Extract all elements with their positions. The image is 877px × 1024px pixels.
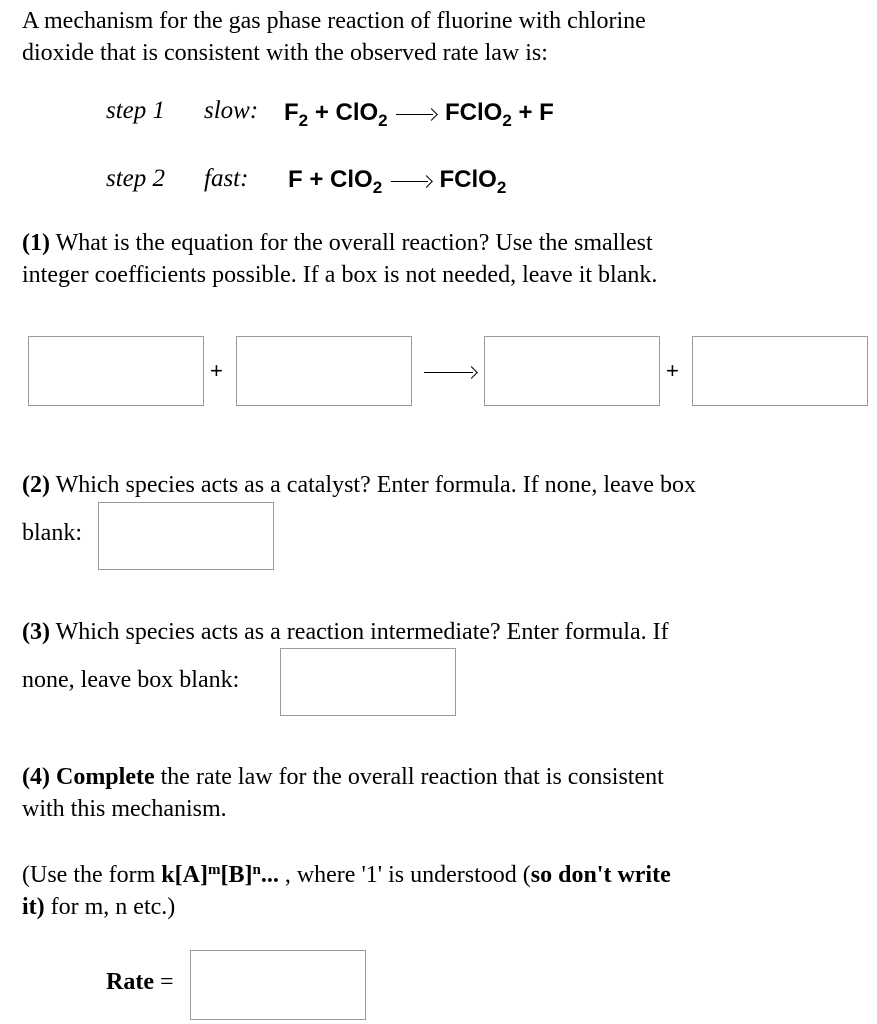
- subscript: 2: [496, 178, 507, 197]
- question-4-line-2: with this mechanism.: [22, 796, 227, 822]
- rate-law-hint-line-1: [22, 860, 671, 890]
- intermediate-input[interactable]: [280, 648, 456, 716]
- subscript: 2: [298, 111, 309, 130]
- plus-sign: +: [518, 99, 533, 126]
- rate-law-hint-line-2: [22, 892, 175, 922]
- reactant-2-input[interactable]: [236, 336, 412, 406]
- plus-sign: +: [666, 358, 679, 383]
- product: F: [539, 99, 554, 126]
- rate-label: [106, 967, 174, 997]
- catalyst-input[interactable]: [98, 502, 274, 570]
- question-text: Which species acts as a reaction intermediate? Enter formula. If: [55, 619, 669, 645]
- question-number: (1): [22, 230, 50, 256]
- hint-k-a: k[A]: [161, 862, 208, 888]
- question-text: Which species acts as a catalyst? Enter formula. If none, leave box: [55, 472, 696, 498]
- reactant: ClO: [330, 166, 373, 193]
- reactant-1-input[interactable]: [28, 336, 204, 406]
- hint-exponent-n: n: [252, 862, 261, 878]
- hint-emphasis: so don't write: [530, 862, 671, 888]
- reactant: ClO: [335, 99, 379, 126]
- question-2-line-1: [22, 470, 696, 500]
- hint-b: [B]: [220, 862, 253, 888]
- question-1-line-2: integer coefficients possible. If a box is not needed, leave it blank.: [22, 262, 658, 288]
- question-3-line-2: none, leave box blank:: [22, 667, 240, 693]
- hint-exponent-m: m: [207, 862, 221, 878]
- step-speed: fast:: [204, 165, 249, 192]
- plus-sign: +: [210, 358, 223, 383]
- emphasis-word: Complete: [55, 764, 155, 790]
- question-number: (2): [22, 472, 50, 498]
- subscript: 2: [378, 111, 388, 130]
- step-2-equation: [288, 165, 506, 195]
- question-2-line-2: blank:: [22, 520, 82, 546]
- equals-sign: =: [159, 969, 174, 995]
- question-number: (4): [22, 764, 50, 790]
- hint-dots: ...: [260, 862, 279, 888]
- reaction-arrow-icon: [391, 175, 431, 187]
- intro-line-1: A mechanism for the gas phase reaction of fluorine with chlorine: [22, 8, 646, 34]
- reactant: F: [284, 99, 299, 126]
- intro-line-2: dioxide that is consistent with the observed rate law is:: [22, 40, 548, 66]
- reaction-arrow-icon: [396, 108, 436, 120]
- hint-text: , where '1' is understood (: [278, 862, 531, 888]
- question-4-line-1: [22, 762, 664, 792]
- hint-text: for m, n etc.): [44, 894, 176, 920]
- question-3-line-1: [22, 617, 669, 647]
- question-text: What is the equation for the overall reaction? Use the smallest: [55, 230, 653, 256]
- mechanism-step-1: [106, 96, 165, 126]
- plus-sign: +: [314, 99, 329, 126]
- step-speed: slow:: [204, 97, 259, 124]
- rate-word: Rate: [106, 969, 154, 995]
- product: FClO: [444, 99, 503, 126]
- hint-text: (Use the form: [22, 862, 162, 888]
- rate-law-input[interactable]: [190, 950, 366, 1020]
- product-1-input[interactable]: [484, 336, 660, 406]
- subscript: 2: [372, 178, 383, 197]
- question-number: (3): [22, 619, 50, 645]
- plus-sign: +: [309, 166, 324, 193]
- reactant: F: [288, 166, 303, 193]
- product: FClO: [439, 166, 497, 193]
- question-1-line-1: [22, 228, 653, 258]
- step-label: step 2: [106, 165, 166, 192]
- subscript: 2: [502, 111, 512, 130]
- step-label: step 1: [106, 97, 166, 124]
- product-2-input[interactable]: [692, 336, 868, 406]
- hint-emphasis: it): [22, 894, 45, 920]
- reaction-arrow-icon: [424, 366, 476, 378]
- question-text: the rate law for the overall reaction that is consistent: [160, 764, 664, 790]
- step-1-equation: [284, 98, 554, 128]
- hint-form: [161, 862, 279, 888]
